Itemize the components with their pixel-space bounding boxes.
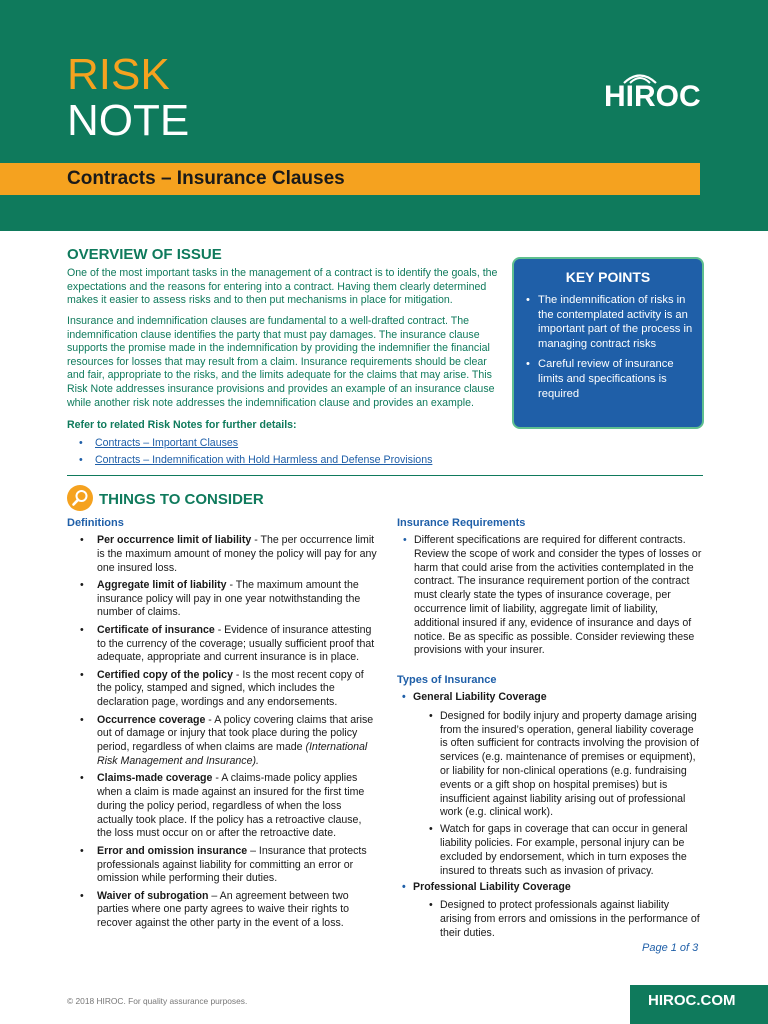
key-points-list: [524, 293, 696, 407]
related-notes-list: [67, 435, 432, 469]
footer-url[interactable]: HIROC.COM: [648, 992, 736, 1009]
list-item: • Designed to protect professionals against liability arising from errors and omissions in the performance of their duties.: [429, 899, 703, 940]
section-divider: [67, 475, 703, 476]
term: Occurrence coverage: [97, 713, 206, 726]
list-item: • Claims-made coverage - A claims-made policy applies when a claim is made against an insured for the first time during the policy period, regardless of when the loss actually took place. If the policy has a retroactive clause, the loss must occur on or after the retroactive date.: [78, 772, 378, 841]
magnifier-icon: [67, 485, 93, 511]
list-item: • Per occurrence limit of liability - The per occurrence limit is the maximum amount of money the policy will pay for any one insured loss.: [78, 534, 378, 575]
overview-paragraph-1: One of the most important tasks in the management of a contract is to identify the goals, the expectations and the reasons for entering into a contract. Having them clearly determined makes it easier to assess risks and to then put mechanisms in place for mitigation.: [67, 267, 498, 307]
list-item: • Occurrence coverage - A policy covering claims that arise out of damage or injury that took place during the policy period, regardless of when claims are made (International Risk Management and Insurance).: [78, 714, 378, 769]
insurance-requirements-text: • Different specifications are required for different contracts. Review the scope of work and consider the types of losses or harm that could arise from the activities contemplated in the contract. The insurance requirement portion of the contract must clearly state the types of insurance coverage, per occurrence limit of liability, aggregate limit of liability, additional insured if any, evidence of insurance and days of notice. Be as specific as possible. Consider reviewing these provisions with your insurer.: [403, 534, 703, 658]
title-note: NOTE: [67, 96, 190, 145]
term: Claims-made coverage: [97, 772, 213, 785]
page-number: Page 1 of 3: [642, 942, 699, 954]
list-item: • Error and omission insurance – Insurance that protects professionals against liability for committing an error or omission while performing their duties.: [78, 845, 378, 886]
related-notes-label: Refer to related Risk Notes for further details:: [67, 419, 297, 431]
link-important-clauses[interactable]: Contracts – Important Clauses: [95, 437, 239, 449]
overview-heading: OVERVIEW OF ISSUE: [67, 246, 222, 263]
key-points-box: [512, 257, 704, 429]
list-item: • Contracts – Indemnification with Hold Harmless and Defense Provisions: [79, 454, 433, 466]
types-title: Types of Insurance: [397, 674, 497, 686]
definitions-title: Definitions: [67, 517, 124, 529]
consider-heading: THINGS TO CONSIDER: [99, 491, 264, 508]
term: Aggregate limit of liability: [97, 578, 227, 591]
list-item: • Aggregate limit of liability - The maximum amount the insurance policy will pay in one year notwithstanding the number of claims.: [78, 579, 378, 620]
list-item: • Watch for gaps in coverage that can occur in general liability policies. For example, personal injury can be excluded by endorsement, which in turn exposes the insured to threats such as invasion of privacy.: [429, 823, 703, 878]
subtitle-banner: [0, 163, 700, 195]
overview-paragraph-2: Insurance and indemnification clauses are fundamental to a well-drafted contract. The indemnification clause identifies the party that must pay damages. The insurance clause supports the promise made in the indemnification by providing the indemnifier the financial resources for losses that may result from a claim. Insurance requirements should be clear and fair, appropriate to the risks, and the limits adequate for the claims that may arise. This Risk Note addresses insurance provisions and provides an example of an insurance clause while another risk note addresses the indemnification clause and provides an example.: [67, 315, 495, 409]
copyright: © 2018 HIROC. For quality assurance purposes.: [67, 996, 248, 1006]
list-item: • Designed for bodily injury and property damage arising from the insured’s operation, general liability coverage is often sufficient for contracts involving the provision of services (e.g. maintenance of premises or equipment), or liability for non-clinical operations (e.g. fundraising events or a gift shop on hospital premises) but is insufficient against liability arising out of professional work (e.g. clinical work).: [429, 710, 703, 820]
term: Certificate of insurance: [97, 623, 215, 636]
list-item: • Contracts – Important Clauses: [79, 437, 239, 449]
logo-text: HIROC: [604, 80, 701, 113]
list-item: • Certificate of insurance - Evidence of insurance attesting to the currency of the coverage; usually sufficient proof that adequate, appropriate and current insurance is in place.: [78, 624, 378, 665]
document-title: Contracts – Insurance Clauses: [67, 168, 345, 189]
definitions-list: [78, 534, 378, 935]
link-indemnification[interactable]: Contracts – Indemnification with Hold Harmless and Defense Provisions: [95, 454, 433, 466]
type-general-liability: • General Liability Coverage: [397, 691, 703, 705]
key-point: • The indemnification of risks in the contemplated activity is an important part of the process in managing contract risks: [524, 293, 696, 351]
insurance-requirements-title: Insurance Requirements: [397, 517, 526, 529]
title-risk: RISK: [67, 50, 170, 99]
term: Error and omission insurance: [97, 844, 248, 857]
term: Certified copy of the policy: [97, 668, 233, 681]
key-point: • Careful review of insurance limits and specifications is required: [524, 357, 696, 401]
insurance-requirements: [397, 534, 703, 658]
general-liability-list: [397, 710, 703, 879]
professional-liability-list: [397, 899, 703, 940]
list-item: • Certified copy of the policy - Is the most recent copy of the policy, stamped and signed, which includes the declaration page, wordings and any endorsements.: [78, 669, 378, 710]
types-of-insurance: [397, 691, 703, 944]
term: Per occurrence limit of liability: [97, 534, 252, 546]
key-points-title: KEY POINTS: [565, 269, 651, 285]
type-professional-liability: • Professional Liability Coverage: [397, 881, 703, 895]
list-item: • Waiver of subrogation – An agreement between two parties where one party agrees to waive their rights to recover against the other party in the event of a loss.: [78, 890, 378, 931]
hiroc-logo: [604, 70, 704, 114]
term: Waiver of subrogation: [97, 889, 209, 902]
